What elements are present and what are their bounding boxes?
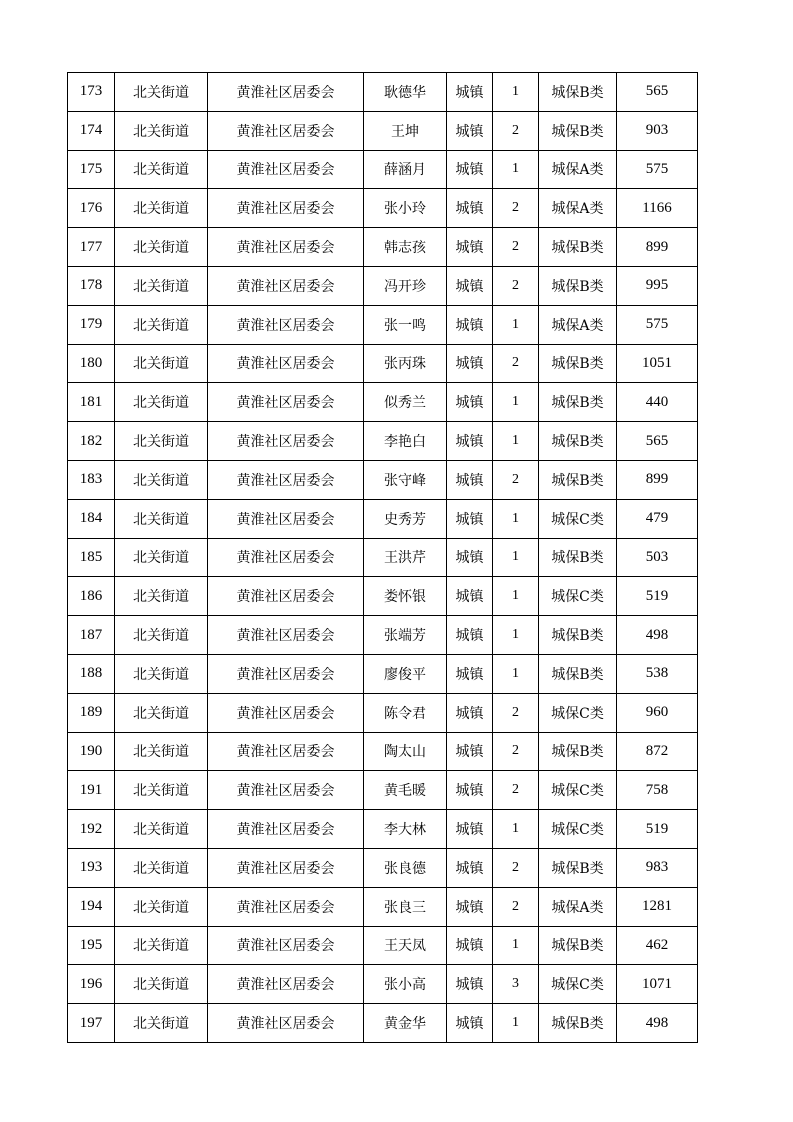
cell-community: 黄淮社区居委会 — [208, 654, 364, 693]
cell-category: 城保C类 — [539, 810, 617, 849]
cell-area-type: 城镇 — [447, 266, 493, 305]
cell-name: 陈令君 — [364, 693, 447, 732]
cell-amount: 498 — [617, 616, 698, 655]
cell-area-type: 城镇 — [447, 810, 493, 849]
cell-amount: 1166 — [617, 189, 698, 228]
cell-area-type: 城镇 — [447, 693, 493, 732]
cell-amount: 1281 — [617, 887, 698, 926]
cell-serial-number: 179 — [68, 305, 115, 344]
cell-household-count: 2 — [493, 111, 539, 150]
cell-area-type: 城镇 — [447, 499, 493, 538]
cell-community: 黄淮社区居委会 — [208, 73, 364, 112]
cell-subdistrict: 北关街道 — [115, 887, 208, 926]
cell-name: 似秀兰 — [364, 383, 447, 422]
cell-community: 黄淮社区居委会 — [208, 499, 364, 538]
cell-community: 黄淮社区居委会 — [208, 732, 364, 771]
cell-community: 黄淮社区居委会 — [208, 965, 364, 1004]
cell-amount: 440 — [617, 383, 698, 422]
cell-subdistrict: 北关街道 — [115, 965, 208, 1004]
cell-subdistrict: 北关街道 — [115, 732, 208, 771]
cell-serial-number: 177 — [68, 228, 115, 267]
cell-household-count: 2 — [493, 460, 539, 499]
cell-serial-number: 196 — [68, 965, 115, 1004]
cell-community: 黄淮社区居委会 — [208, 616, 364, 655]
cell-area-type: 城镇 — [447, 228, 493, 267]
cell-name: 史秀芳 — [364, 499, 447, 538]
cell-category: 城保B类 — [539, 848, 617, 887]
cell-household-count: 2 — [493, 887, 539, 926]
cell-subdistrict: 北关街道 — [115, 228, 208, 267]
cell-subdistrict: 北关街道 — [115, 383, 208, 422]
cell-subdistrict: 北关街道 — [115, 616, 208, 655]
table-row — [68, 732, 698, 771]
cell-category: 城保B类 — [539, 422, 617, 461]
cell-area-type: 城镇 — [447, 771, 493, 810]
cell-community: 黄淮社区居委会 — [208, 887, 364, 926]
cell-name: 张丙珠 — [364, 344, 447, 383]
cell-household-count: 1 — [493, 926, 539, 965]
cell-area-type: 城镇 — [447, 732, 493, 771]
cell-serial-number: 174 — [68, 111, 115, 150]
cell-category: 城保C类 — [539, 965, 617, 1004]
cell-amount: 1071 — [617, 965, 698, 1004]
table-row — [68, 616, 698, 655]
cell-subdistrict: 北关街道 — [115, 150, 208, 189]
cell-category: 城保C类 — [539, 577, 617, 616]
cell-serial-number: 175 — [68, 150, 115, 189]
cell-community: 黄淮社区居委会 — [208, 693, 364, 732]
cell-category: 城保B类 — [539, 654, 617, 693]
cell-subdistrict: 北关街道 — [115, 499, 208, 538]
cell-name: 冯开珍 — [364, 266, 447, 305]
cell-name: 王坤 — [364, 111, 447, 150]
cell-subdistrict: 北关街道 — [115, 73, 208, 112]
cell-subdistrict: 北关街道 — [115, 344, 208, 383]
cell-area-type: 城镇 — [447, 111, 493, 150]
cell-name: 张小高 — [364, 965, 447, 1004]
cell-subdistrict: 北关街道 — [115, 538, 208, 577]
cell-name: 张守峰 — [364, 460, 447, 499]
table-row — [68, 73, 698, 112]
cell-community: 黄淮社区居委会 — [208, 577, 364, 616]
cell-amount: 519 — [617, 810, 698, 849]
cell-category: 城保C类 — [539, 771, 617, 810]
cell-household-count: 3 — [493, 965, 539, 1004]
cell-subdistrict: 北关街道 — [115, 189, 208, 228]
cell-household-count: 2 — [493, 732, 539, 771]
cell-amount: 565 — [617, 422, 698, 461]
cell-name: 陶太山 — [364, 732, 447, 771]
cell-subdistrict: 北关街道 — [115, 111, 208, 150]
cell-category: 城保B类 — [539, 538, 617, 577]
cell-name: 廖俊平 — [364, 654, 447, 693]
table-row — [68, 693, 698, 732]
cell-name: 王洪芹 — [364, 538, 447, 577]
cell-amount: 479 — [617, 499, 698, 538]
cell-serial-number: 197 — [68, 1004, 115, 1043]
cell-community: 黄淮社区居委会 — [208, 189, 364, 228]
cell-subdistrict: 北关街道 — [115, 422, 208, 461]
cell-area-type: 城镇 — [447, 150, 493, 189]
cell-serial-number: 183 — [68, 460, 115, 499]
cell-serial-number: 190 — [68, 732, 115, 771]
cell-name: 张端芳 — [364, 616, 447, 655]
cell-subdistrict: 北关街道 — [115, 926, 208, 965]
cell-name: 张良德 — [364, 848, 447, 887]
cell-amount: 983 — [617, 848, 698, 887]
table-row — [68, 887, 698, 926]
table-row — [68, 266, 698, 305]
table-row — [68, 111, 698, 150]
table-row — [68, 1004, 698, 1043]
table-row — [68, 848, 698, 887]
cell-household-count: 2 — [493, 693, 539, 732]
cell-amount: 519 — [617, 577, 698, 616]
cell-area-type: 城镇 — [447, 1004, 493, 1043]
cell-community: 黄淮社区居委会 — [208, 810, 364, 849]
cell-subdistrict: 北关街道 — [115, 1004, 208, 1043]
cell-household-count: 2 — [493, 848, 539, 887]
cell-amount: 538 — [617, 654, 698, 693]
cell-serial-number: 178 — [68, 266, 115, 305]
table-body — [68, 73, 698, 1043]
table-row — [68, 965, 698, 1004]
cell-subdistrict: 北关街道 — [115, 771, 208, 810]
table-row — [68, 228, 698, 267]
cell-name: 王天凤 — [364, 926, 447, 965]
cell-area-type: 城镇 — [447, 887, 493, 926]
cell-household-count: 1 — [493, 538, 539, 577]
cell-subdistrict: 北关街道 — [115, 848, 208, 887]
cell-household-count: 1 — [493, 654, 539, 693]
cell-category: 城保B类 — [539, 111, 617, 150]
cell-area-type: 城镇 — [447, 460, 493, 499]
cell-area-type: 城镇 — [447, 305, 493, 344]
cell-household-count: 1 — [493, 383, 539, 422]
cell-subdistrict: 北关街道 — [115, 654, 208, 693]
cell-household-count: 2 — [493, 771, 539, 810]
cell-subdistrict: 北关街道 — [115, 460, 208, 499]
cell-category: 城保C类 — [539, 499, 617, 538]
cell-area-type: 城镇 — [447, 73, 493, 112]
cell-serial-number: 184 — [68, 499, 115, 538]
cell-household-count: 1 — [493, 150, 539, 189]
cell-name: 李大林 — [364, 810, 447, 849]
cell-serial-number: 182 — [68, 422, 115, 461]
cell-amount: 960 — [617, 693, 698, 732]
cell-area-type: 城镇 — [447, 577, 493, 616]
cell-amount: 1051 — [617, 344, 698, 383]
cell-community: 黄淮社区居委会 — [208, 383, 364, 422]
cell-category: 城保B类 — [539, 732, 617, 771]
cell-community: 黄淮社区居委会 — [208, 538, 364, 577]
cell-household-count: 1 — [493, 422, 539, 461]
cell-category: 城保C类 — [539, 693, 617, 732]
cell-area-type: 城镇 — [447, 383, 493, 422]
cell-serial-number: 193 — [68, 848, 115, 887]
cell-serial-number: 192 — [68, 810, 115, 849]
cell-subdistrict: 北关街道 — [115, 305, 208, 344]
cell-amount: 995 — [617, 266, 698, 305]
cell-area-type: 城镇 — [447, 965, 493, 1004]
table-row — [68, 305, 698, 344]
cell-category: 城保B类 — [539, 1004, 617, 1043]
cell-community: 黄淮社区居委会 — [208, 460, 364, 499]
table-row — [68, 344, 698, 383]
cell-category: 城保A类 — [539, 189, 617, 228]
cell-community: 黄淮社区居委会 — [208, 150, 364, 189]
cell-household-count: 1 — [493, 577, 539, 616]
cell-amount: 498 — [617, 1004, 698, 1043]
cell-category: 城保A类 — [539, 305, 617, 344]
cell-household-count: 2 — [493, 266, 539, 305]
cell-amount: 575 — [617, 150, 698, 189]
cell-category: 城保B类 — [539, 266, 617, 305]
cell-community: 黄淮社区居委会 — [208, 266, 364, 305]
cell-household-count: 1 — [493, 305, 539, 344]
cell-community: 黄淮社区居委会 — [208, 111, 364, 150]
cell-serial-number: 187 — [68, 616, 115, 655]
cell-serial-number: 188 — [68, 654, 115, 693]
cell-household-count: 1 — [493, 616, 539, 655]
cell-amount: 503 — [617, 538, 698, 577]
cell-serial-number: 189 — [68, 693, 115, 732]
cell-community: 黄淮社区居委会 — [208, 848, 364, 887]
cell-amount: 899 — [617, 460, 698, 499]
cell-serial-number: 195 — [68, 926, 115, 965]
cell-community: 黄淮社区居委会 — [208, 1004, 364, 1043]
cell-household-count: 1 — [493, 499, 539, 538]
table-row — [68, 422, 698, 461]
cell-household-count: 1 — [493, 1004, 539, 1043]
cell-area-type: 城镇 — [447, 189, 493, 228]
cell-area-type: 城镇 — [447, 926, 493, 965]
cell-name: 黄毛暖 — [364, 771, 447, 810]
cell-community: 黄淮社区居委会 — [208, 305, 364, 344]
table-row — [68, 810, 698, 849]
cell-category: 城保B类 — [539, 616, 617, 655]
cell-serial-number: 185 — [68, 538, 115, 577]
table-row — [68, 577, 698, 616]
cell-serial-number: 180 — [68, 344, 115, 383]
cell-amount: 758 — [617, 771, 698, 810]
table-row — [68, 499, 698, 538]
table-row — [68, 383, 698, 422]
cell-name: 张一鸣 — [364, 305, 447, 344]
cell-community: 黄淮社区居委会 — [208, 422, 364, 461]
cell-household-count: 1 — [493, 810, 539, 849]
subsidy-table — [67, 72, 698, 1043]
cell-household-count: 1 — [493, 73, 539, 112]
cell-household-count: 2 — [493, 344, 539, 383]
cell-category: 城保B类 — [539, 460, 617, 499]
cell-category: 城保B类 — [539, 228, 617, 267]
cell-amount: 872 — [617, 732, 698, 771]
table-row — [68, 538, 698, 577]
table-row — [68, 654, 698, 693]
cell-area-type: 城镇 — [447, 616, 493, 655]
cell-amount: 903 — [617, 111, 698, 150]
cell-name: 张小玲 — [364, 189, 447, 228]
cell-serial-number: 176 — [68, 189, 115, 228]
cell-community: 黄淮社区居委会 — [208, 228, 364, 267]
cell-serial-number: 173 — [68, 73, 115, 112]
table-row — [68, 189, 698, 228]
cell-amount: 462 — [617, 926, 698, 965]
cell-name: 张良三 — [364, 887, 447, 926]
cell-category: 城保B类 — [539, 344, 617, 383]
cell-subdistrict: 北关街道 — [115, 810, 208, 849]
cell-area-type: 城镇 — [447, 654, 493, 693]
cell-name: 薛涵月 — [364, 150, 447, 189]
cell-amount: 575 — [617, 305, 698, 344]
table-row — [68, 150, 698, 189]
cell-category: 城保B类 — [539, 73, 617, 112]
cell-name: 李艳白 — [364, 422, 447, 461]
cell-community: 黄淮社区居委会 — [208, 344, 364, 383]
cell-category: 城保B类 — [539, 383, 617, 422]
cell-serial-number: 194 — [68, 887, 115, 926]
cell-area-type: 城镇 — [447, 344, 493, 383]
cell-amount: 899 — [617, 228, 698, 267]
cell-household-count: 2 — [493, 189, 539, 228]
cell-name: 黄金华 — [364, 1004, 447, 1043]
cell-community: 黄淮社区居委会 — [208, 771, 364, 810]
cell-category: 城保A类 — [539, 887, 617, 926]
cell-area-type: 城镇 — [447, 848, 493, 887]
cell-subdistrict: 北关街道 — [115, 266, 208, 305]
table-row — [68, 926, 698, 965]
cell-amount: 565 — [617, 73, 698, 112]
cell-serial-number: 191 — [68, 771, 115, 810]
table-row — [68, 460, 698, 499]
cell-serial-number: 181 — [68, 383, 115, 422]
cell-subdistrict: 北关街道 — [115, 577, 208, 616]
cell-area-type: 城镇 — [447, 538, 493, 577]
cell-household-count: 2 — [493, 228, 539, 267]
cell-area-type: 城镇 — [447, 422, 493, 461]
cell-category: 城保B类 — [539, 926, 617, 965]
cell-category: 城保A类 — [539, 150, 617, 189]
cell-name: 耿德华 — [364, 73, 447, 112]
cell-name: 韩志孩 — [364, 228, 447, 267]
cell-name: 娄怀银 — [364, 577, 447, 616]
cell-community: 黄淮社区居委会 — [208, 926, 364, 965]
cell-subdistrict: 北关街道 — [115, 693, 208, 732]
cell-serial-number: 186 — [68, 577, 115, 616]
table-row — [68, 771, 698, 810]
